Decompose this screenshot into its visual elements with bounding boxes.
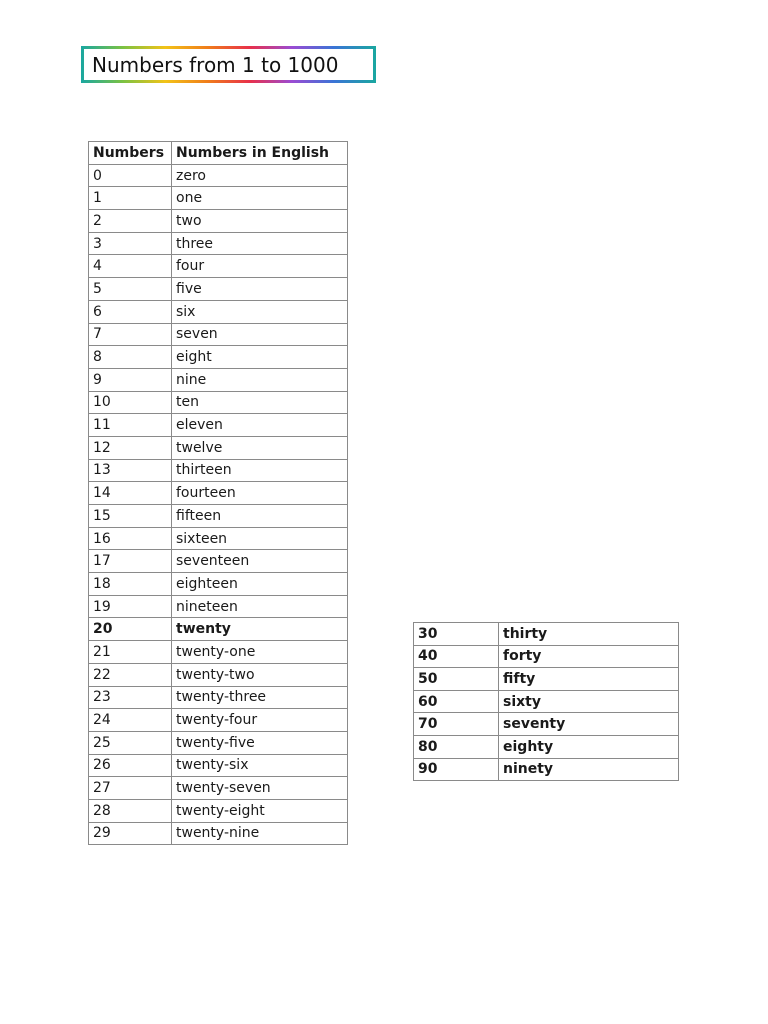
english-word-cell: twenty	[172, 618, 348, 641]
english-word-cell: twenty-nine	[172, 822, 348, 845]
table-row	[89, 232, 348, 255]
number-cell: 5	[89, 278, 172, 301]
tens-number-cell: 30	[414, 623, 499, 646]
number-cell: 14	[89, 482, 172, 505]
table-row	[414, 758, 679, 781]
tens-number-cell: 70	[414, 713, 499, 736]
english-word-cell: fifteen	[172, 505, 348, 528]
tens-number-cell: 50	[414, 668, 499, 691]
number-cell: 0	[89, 164, 172, 187]
table-row	[89, 550, 348, 573]
tens-word-cell: sixty	[499, 690, 679, 713]
english-word-cell: nine	[172, 368, 348, 391]
table-row	[89, 323, 348, 346]
table-row	[89, 686, 348, 709]
english-word-cell: twelve	[172, 436, 348, 459]
column-header-english: Numbers in English	[172, 142, 348, 165]
number-cell: 23	[89, 686, 172, 709]
number-cell: 28	[89, 799, 172, 822]
english-word-cell: seven	[172, 323, 348, 346]
table-row	[89, 618, 348, 641]
english-word-cell: twenty-two	[172, 663, 348, 686]
english-word-cell: three	[172, 232, 348, 255]
english-word-cell: twenty-one	[172, 641, 348, 664]
table-row	[89, 709, 348, 732]
english-word-cell: thirteen	[172, 459, 348, 482]
english-word-cell: two	[172, 210, 348, 233]
number-cell: 25	[89, 731, 172, 754]
number-cell: 26	[89, 754, 172, 777]
tens-number-cell: 80	[414, 735, 499, 758]
number-cell: 8	[89, 346, 172, 369]
number-cell: 15	[89, 505, 172, 528]
table-row	[414, 735, 679, 758]
table-row	[89, 731, 348, 754]
table-row	[414, 623, 679, 646]
table-row	[89, 777, 348, 800]
table-row	[89, 482, 348, 505]
table-row	[89, 300, 348, 323]
number-cell: 11	[89, 414, 172, 437]
table-row	[89, 799, 348, 822]
table-row	[89, 368, 348, 391]
tens-table-body	[414, 623, 679, 781]
english-word-cell: zero	[172, 164, 348, 187]
tens-word-cell: forty	[499, 645, 679, 668]
tens-word-cell: seventy	[499, 713, 679, 736]
english-word-cell: twenty-four	[172, 709, 348, 732]
number-cell: 29	[89, 822, 172, 845]
english-word-cell: fourteen	[172, 482, 348, 505]
title-frame	[81, 46, 376, 83]
english-word-cell: nineteen	[172, 595, 348, 618]
table-row	[89, 210, 348, 233]
number-cell: 27	[89, 777, 172, 800]
english-word-cell: one	[172, 187, 348, 210]
table-row	[89, 641, 348, 664]
tens-table	[413, 622, 679, 781]
number-cell: 12	[89, 436, 172, 459]
table-row	[89, 346, 348, 369]
table-header-row	[89, 142, 348, 165]
number-cell: 4	[89, 255, 172, 278]
number-cell: 13	[89, 459, 172, 482]
number-cell: 19	[89, 595, 172, 618]
table-row	[89, 573, 348, 596]
english-word-cell: four	[172, 255, 348, 278]
table-row	[89, 663, 348, 686]
number-cell: 16	[89, 527, 172, 550]
table-row	[89, 278, 348, 301]
number-cell: 6	[89, 300, 172, 323]
table-row	[89, 505, 348, 528]
number-cell: 18	[89, 573, 172, 596]
table-row	[89, 436, 348, 459]
number-cell: 17	[89, 550, 172, 573]
table-row	[89, 255, 348, 278]
table-row	[414, 645, 679, 668]
english-word-cell: twenty-eight	[172, 799, 348, 822]
tens-number-cell: 40	[414, 645, 499, 668]
table-row	[89, 164, 348, 187]
english-word-cell: twenty-six	[172, 754, 348, 777]
number-cell: 20	[89, 618, 172, 641]
table-row	[414, 690, 679, 713]
table-row	[414, 713, 679, 736]
english-word-cell: sixteen	[172, 527, 348, 550]
number-cell: 3	[89, 232, 172, 255]
english-word-cell: twenty-five	[172, 731, 348, 754]
table-row	[89, 414, 348, 437]
page-title: Numbers from 1 to 1000	[84, 49, 373, 80]
tens-number-cell: 60	[414, 690, 499, 713]
table-row	[89, 822, 348, 845]
number-cell: 9	[89, 368, 172, 391]
table-row	[89, 595, 348, 618]
english-word-cell: eighteen	[172, 573, 348, 596]
number-cell: 24	[89, 709, 172, 732]
number-cell: 1	[89, 187, 172, 210]
tens-word-cell: fifty	[499, 668, 679, 691]
tens-word-cell: eighty	[499, 735, 679, 758]
number-cell: 7	[89, 323, 172, 346]
number-cell: 22	[89, 663, 172, 686]
tens-number-cell: 90	[414, 758, 499, 781]
english-word-cell: eleven	[172, 414, 348, 437]
table-row	[89, 527, 348, 550]
column-header-numbers: Numbers	[89, 142, 172, 165]
table-row	[414, 668, 679, 691]
number-cell: 2	[89, 210, 172, 233]
english-word-cell: twenty-three	[172, 686, 348, 709]
numbers-table	[88, 141, 348, 845]
table-row	[89, 754, 348, 777]
number-cell: 10	[89, 391, 172, 414]
english-word-cell: seventeen	[172, 550, 348, 573]
tens-word-cell: ninety	[499, 758, 679, 781]
english-word-cell: twenty-seven	[172, 777, 348, 800]
numbers-table-body	[89, 164, 348, 845]
english-word-cell: ten	[172, 391, 348, 414]
tens-word-cell: thirty	[499, 623, 679, 646]
english-word-cell: six	[172, 300, 348, 323]
number-cell: 21	[89, 641, 172, 664]
table-row	[89, 459, 348, 482]
english-word-cell: eight	[172, 346, 348, 369]
table-row	[89, 391, 348, 414]
english-word-cell: five	[172, 278, 348, 301]
table-row	[89, 187, 348, 210]
